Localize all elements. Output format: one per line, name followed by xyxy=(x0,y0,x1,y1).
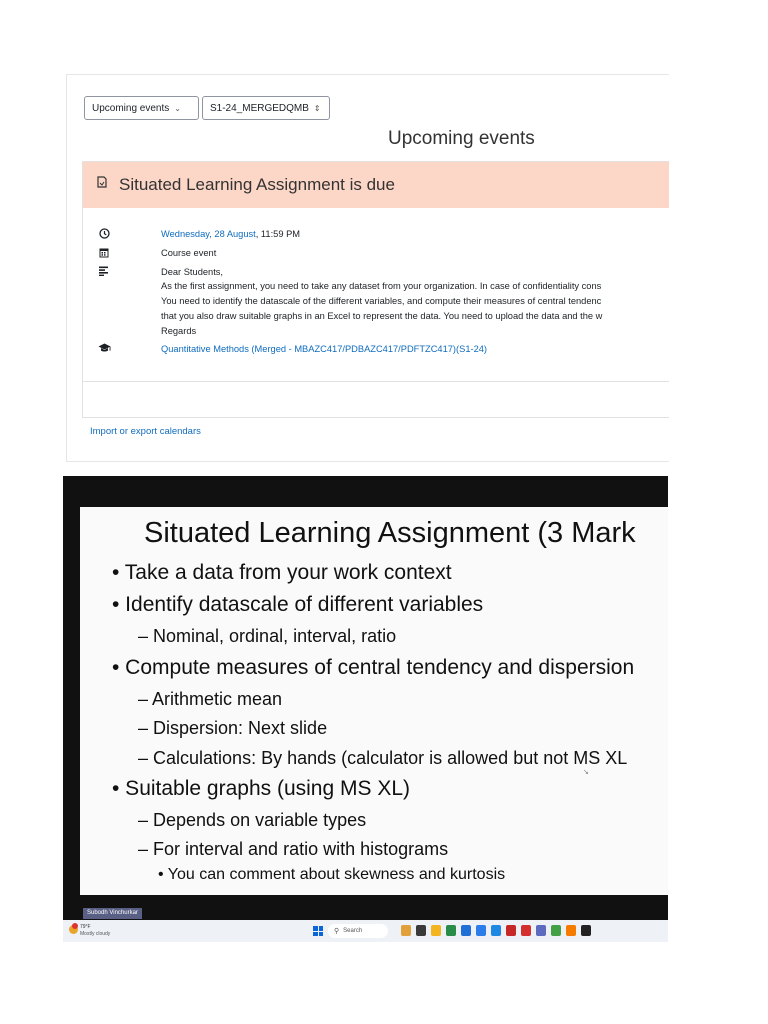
taskbar-app-icon[interactable] xyxy=(581,925,591,936)
taskbar-app-icon[interactable] xyxy=(401,925,411,936)
weather-desc: Mostly cloudy xyxy=(80,931,111,937)
description-icon xyxy=(97,266,111,279)
shared-screen-video xyxy=(63,476,668,942)
weather-temp: 79°F xyxy=(80,924,91,930)
view-select[interactable] xyxy=(84,96,199,120)
description-line: Regards xyxy=(161,326,197,336)
event-time: , 11:59 PM xyxy=(255,229,301,239)
event-title[interactable]: Situated Learning Assignment is due xyxy=(119,175,395,194)
slide-sub-bullet: – Depends on variable types xyxy=(138,810,367,830)
taskbar-search-placeholder: Search xyxy=(343,928,363,934)
participant-name-tag: Subodh Vinchurkar xyxy=(83,908,142,919)
description-line: You need to identify the datascale of the different variables, and compute their measures of central tendenc xyxy=(161,296,602,306)
sort-arrows-icon: ⇕ xyxy=(313,103,321,113)
slide-bullet: • Identify datascale of different variables xyxy=(112,593,484,616)
calendar-block xyxy=(66,74,669,462)
slide-sub-bullet: – For interval and ratio with histograms xyxy=(138,839,449,859)
windows-taskbar xyxy=(63,920,668,942)
slide-sub-bullet: – Calculations: By hands (calculator is allowed but not MS XL xyxy=(138,748,628,768)
taskbar-app-icon[interactable] xyxy=(431,925,441,936)
slide-sub-sub-bullet: • You can comment about skewness and kurtosis xyxy=(158,866,506,883)
event-item xyxy=(82,161,669,418)
description-line: As the first assignment, you need to take any dataset from your organization. In case of confidentiality cons xyxy=(161,281,602,291)
event-header xyxy=(83,162,669,208)
slide-title: Situated Learning Assignment (3 Mark xyxy=(144,517,636,549)
taskbar-app-icon[interactable] xyxy=(446,925,456,936)
slide-bullet: • Compute measures of central tendency and dispersion xyxy=(112,656,635,679)
event-datetime xyxy=(161,227,300,241)
taskbar-app-icon[interactable] xyxy=(476,925,486,936)
event-date-link[interactable]: Wednesday, 28 August xyxy=(161,229,256,239)
taskbar-app-icon[interactable] xyxy=(491,925,501,936)
course-select[interactable] xyxy=(202,96,330,120)
import-export-calendars-link[interactable]: Import or export calendars xyxy=(90,426,201,437)
slide-bullet: • Take a data from your work context xyxy=(112,561,452,584)
calendar-icon xyxy=(97,247,111,261)
assignment-icon xyxy=(97,176,107,191)
taskbar-app-icon[interactable] xyxy=(506,925,516,936)
description-line: that you also draw suitable graphs in an Excel to represent the data. You need to upload the data and the w xyxy=(161,311,603,321)
notification-badge xyxy=(72,923,78,929)
search-icon: ⚲ xyxy=(334,928,340,935)
windows-start-icon[interactable] xyxy=(313,926,323,936)
taskbar-app-icon[interactable] xyxy=(551,925,561,936)
graduation-cap-icon xyxy=(97,343,111,356)
mouse-cursor-icon: ↘ xyxy=(583,769,589,776)
page-title: Upcoming events xyxy=(388,128,535,149)
taskbar-search[interactable] xyxy=(328,924,388,938)
slide-sub-bullet: – Arithmetic mean xyxy=(138,689,283,709)
event-course xyxy=(161,342,487,356)
slide-sub-bullet: – Nominal, ordinal, interval, ratio xyxy=(138,626,397,646)
weather-widget[interactable] xyxy=(69,923,113,939)
taskbar-app-icon[interactable] xyxy=(566,925,576,936)
taskbar-app-icon[interactable] xyxy=(521,925,531,936)
divider xyxy=(83,381,669,382)
taskbar-apps xyxy=(401,925,591,936)
chevron-down-icon: ⌄ xyxy=(174,103,181,113)
description-line: Dear Students, xyxy=(161,267,224,277)
slide-sub-bullet: – Dispersion: Next slide xyxy=(138,718,328,738)
taskbar-app-icon[interactable] xyxy=(416,925,426,936)
event-type: Course event xyxy=(161,248,217,258)
slide-bullet: • Suitable graphs (using MS XL) xyxy=(112,777,410,800)
view-select-value: Upcoming events xyxy=(92,102,170,114)
presentation-slide xyxy=(80,507,668,895)
clock-icon xyxy=(97,228,111,242)
course-select-value: S1-24_MERGEDQMB xyxy=(210,102,309,114)
taskbar-app-icon[interactable] xyxy=(536,925,546,936)
course-link[interactable]: Quantitative Methods (Merged - MBAZC417/PDBAZC417/PDFTZC417)(S1-24) xyxy=(161,344,488,354)
taskbar-app-icon[interactable] xyxy=(461,925,471,936)
